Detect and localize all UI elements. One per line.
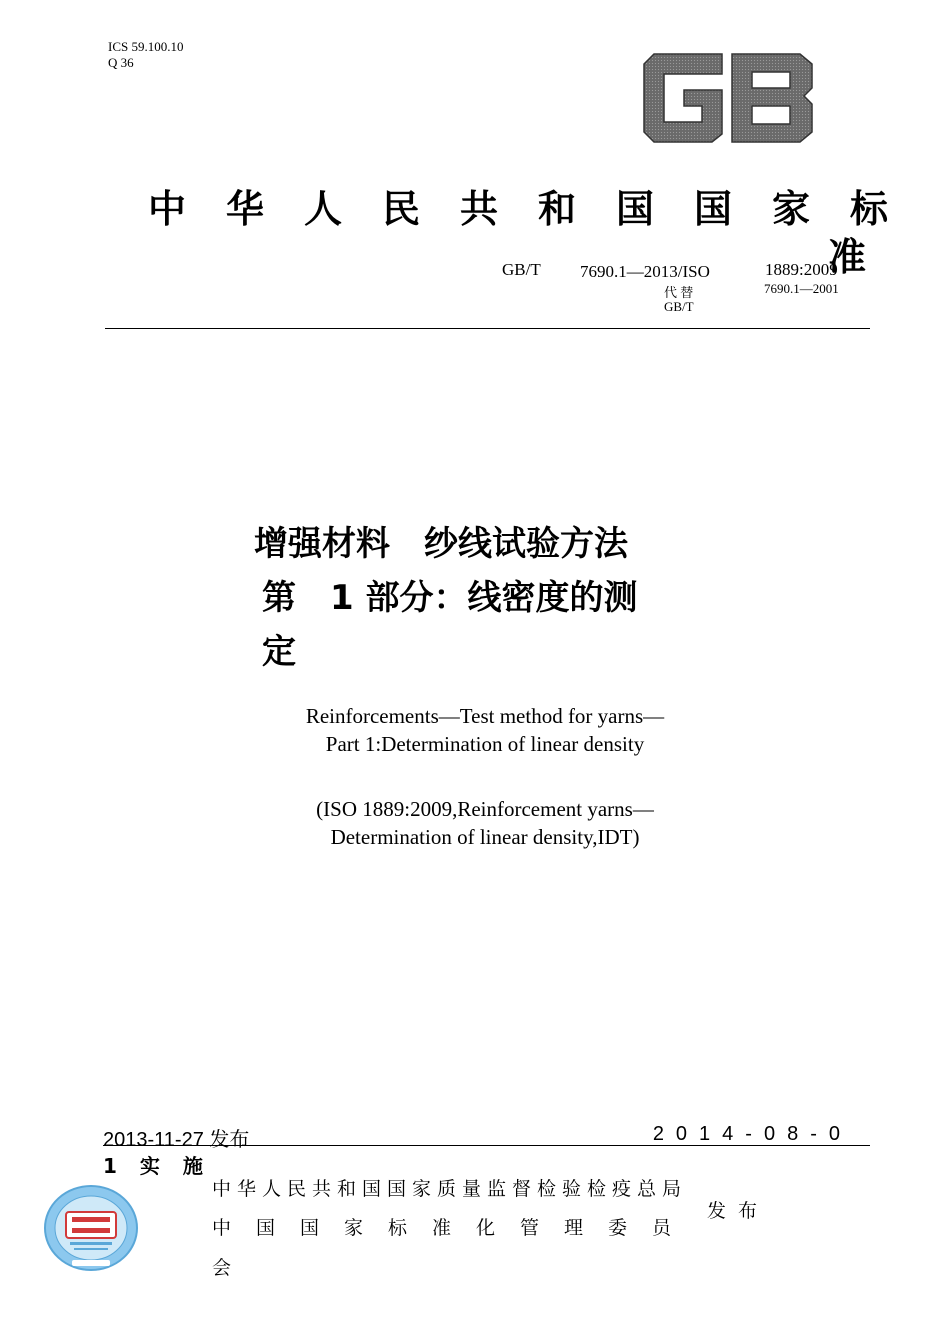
en-title-line2: Part 1:Determination of linear density: [325, 732, 645, 756]
iso-ref-line2: Determination of linear density,IDT): [330, 825, 640, 849]
title-char: 共: [460, 187, 499, 231]
national-standard-title: [148, 178, 888, 233]
title-char: 民: [382, 187, 421, 231]
ccs-number: Q 36: [108, 55, 134, 70]
implementation-date: 2014-08-0: [652, 1123, 852, 1145]
issue-date: 2013-11-27 发布: [103, 1129, 250, 1151]
iso-number: 1889:2009: [765, 260, 838, 279]
title-char: 国: [616, 187, 655, 231]
gb-logo: [636, 50, 820, 146]
replaces-label: 代 替: [664, 285, 694, 300]
ics-code: [108, 39, 183, 71]
publish-label: 发布: [707, 1200, 770, 1222]
ics-number: ICS 59.100.10: [108, 39, 184, 54]
standard-prefix: GB/T: [502, 260, 541, 279]
title-char: 人: [304, 187, 343, 231]
iso-ref-line1: (ISO 1889:2009,Reinforcement yarns—: [316, 797, 654, 821]
cn-title-line1: 增强材料 纱线试验方法: [254, 524, 628, 564]
header-divider: [105, 328, 870, 329]
replaces-number: 7690.1—2001: [764, 281, 839, 296]
date-line: [103, 1123, 870, 1151]
replaces-prefix: GB/T: [664, 299, 694, 314]
title-char: 家: [772, 187, 811, 231]
cn-title-line2: 第 1 部分：线密度的测: [262, 578, 638, 618]
issuer-aqsiq: 中华人民共和国国家质量监督检验检疫总局: [212, 1178, 688, 1200]
standard-number: 7690.1—2013/ISO: [580, 262, 710, 281]
anti-counterfeit-seal-icon: [42, 1184, 140, 1274]
title-last-char: 准: [828, 235, 867, 279]
title-char: 华: [226, 187, 265, 231]
title-char: 标: [850, 187, 889, 231]
title-char: 中: [148, 187, 187, 231]
cn-title-line3: 定: [262, 632, 296, 672]
en-title-line1: Reinforcements—Test method for yarns—: [305, 704, 665, 728]
issuer-sac-cont: 会: [212, 1257, 232, 1279]
title-char: 国: [694, 187, 733, 231]
implementation-label: 1 实 施: [103, 1154, 211, 1178]
issuer-sac: 中国国家标准化管理委员: [212, 1217, 697, 1239]
title-char: 和: [538, 187, 577, 231]
